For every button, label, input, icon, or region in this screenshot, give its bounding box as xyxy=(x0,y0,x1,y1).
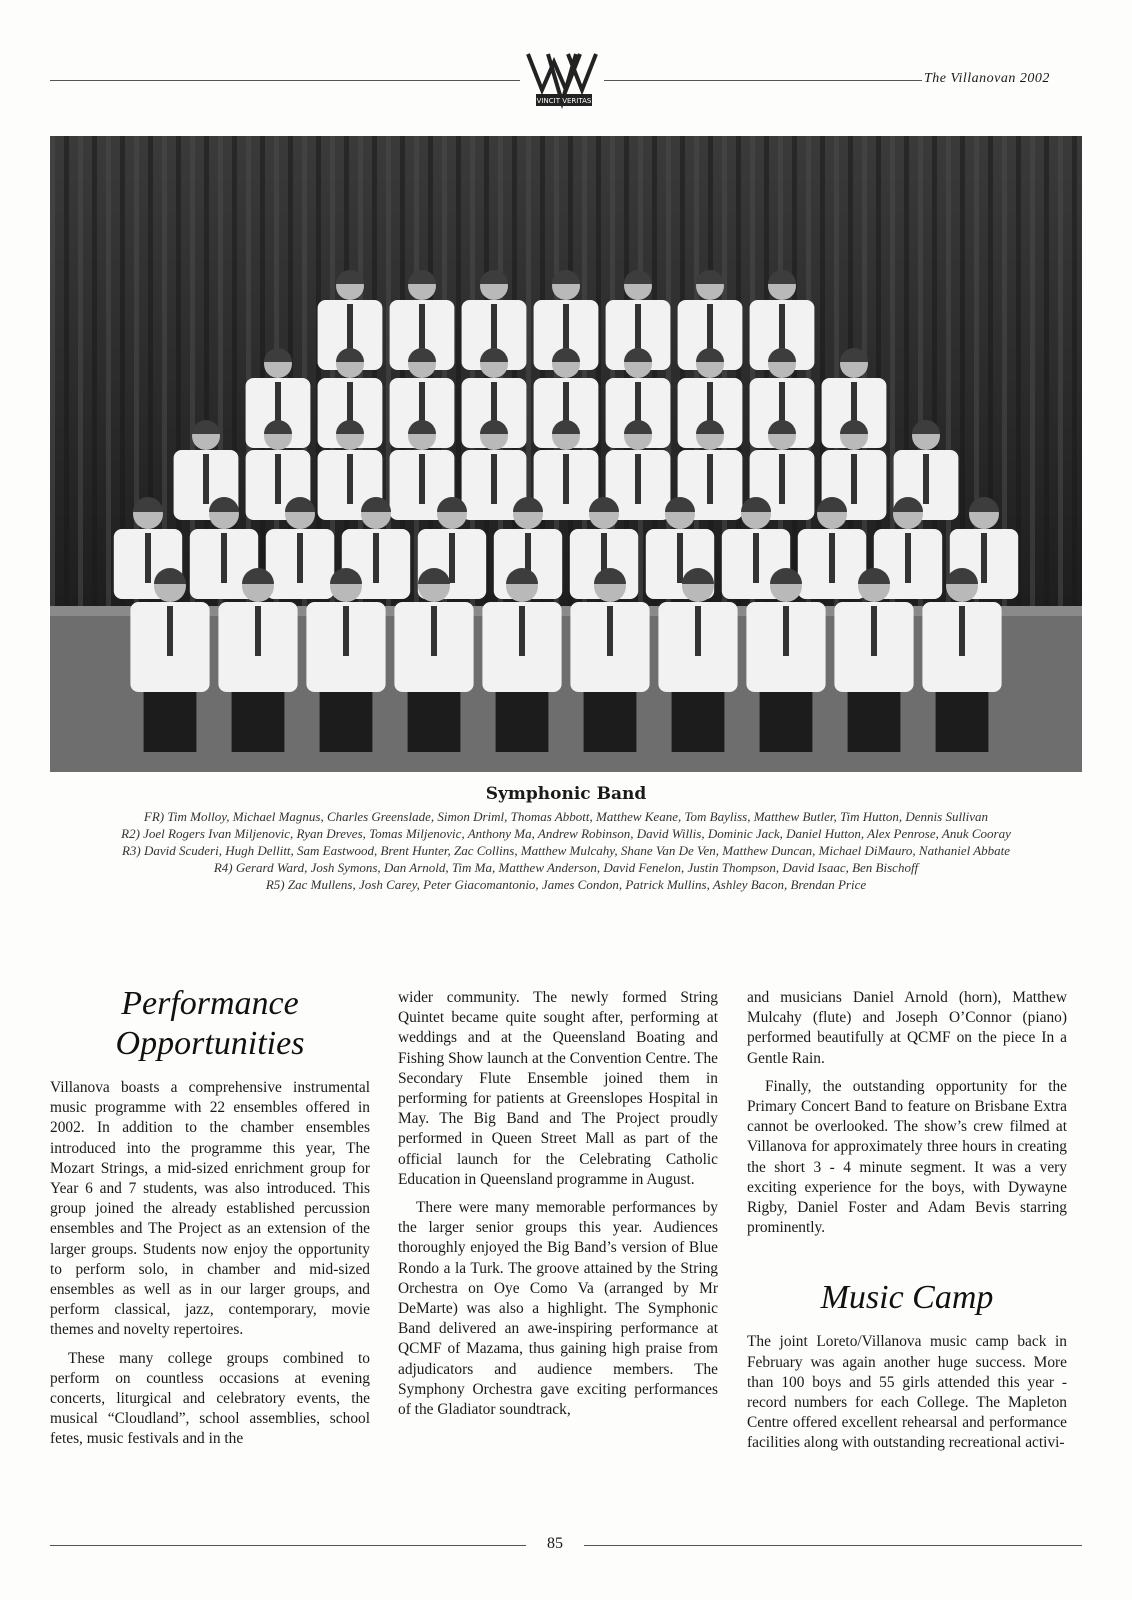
paragraph: The joint Loreto/Villanova music camp back in February was again another huge success. More than 100 boys and 55 girls attended this year - record numbers for each College. The Mapleton Centre offered excellent rehearsal and performance facilities along with outstanding recreational activi- xyxy=(747,1333,1067,1452)
caption-row-5: R5) Zac Mullens, Josh Carey, Peter Giacomantonio, James Condon, Patrick Mullins, Ashley Bacon, Brendan Price xyxy=(265,877,867,892)
footer-rule-right xyxy=(584,1545,1082,1546)
paragraph: Villanova boasts a comprehensive instrumental music programme with 22 ensembles offered in 2002. In addition to the chamber ensembles introduced into the programme this year, The Mozart Strings, a mid-sized enrichment group for Year 6 and 7 students, was also introduced. This group joined the already established percussion ensembles and The Project as an extension of the larger groups. Students now enjoy the opportunity to perform solo, in chamber and mid-sized ensembles as well as in our larger groups, and perform classical, jazz, contemporary, movie themes and novelty repertoires. xyxy=(50,1079,370,1339)
publication-title: The Villanovan 2002 xyxy=(924,71,1050,86)
paragraph: There were many memorable performances by the larger senior groups this year. Audiences thoroughly enjoyed the Big Band’s version of Blue Rondo a la Turk. The groove attained by the String Orchestra on Oye Como Va (arranged by Mr DeMarte) was also a highlight. The Symphonic Band delivered an awe-inspiring performance at QCMF of Mazama, thus gaining high praise from adjudicators and audience members. The Symphony Orchestra gave exciting performances of the Gladiator soundtrack, xyxy=(398,1199,718,1419)
heading-performance-opportunities: Performance Opportunities xyxy=(115,985,305,1062)
caption-row-3: R3) David Scuderi, Hugh Dellitt, Sam Eastwood, Brent Hunter, Zac Collins, Matthew Mulcahy, Shane Van De Ven, Matthew Duncan, Michael DiMauro, Nathaniel Abbate xyxy=(121,843,1011,858)
article-column-3 xyxy=(747,988,1067,1462)
heading-music-camp: Music Camp xyxy=(820,1279,994,1317)
caption-row-4: R4) Gerard Ward, Josh Symons, Dan Arnold, Tim Ma, Matthew Anderson, David Fenelon, Justin Thompson, David Isaac, Ben Bischoff xyxy=(213,860,919,875)
photo-caption-names xyxy=(70,808,1062,893)
header-rule-left xyxy=(50,80,520,81)
header-rule-right xyxy=(604,80,922,81)
group-photo-illustration xyxy=(50,136,1082,772)
paragraph: and musicians Daniel Arnold (horn), Matthew Mulcahy (flute) and Joseph O’Connor (piano) performed beautifully at QCMF on the piece In a Gentle Rain. xyxy=(747,989,1067,1067)
paragraph: wider community. The newly formed String Quintet became quite sought after, performing at weddings and at the Queensland Boating and Fishing Show launch at the Convention Centre. The Secondary Flute Ensemble joined them in performing for patients at Greenslopes Hospital in May. The Big Band and The Project proudly performed in Queen Street Mall as part of the official launch for the Celebrating Catholic Education in Queensland programme in August. xyxy=(398,989,718,1188)
caption-row-2: R2) Joel Rogers Ivan Miljenovic, Ryan Dreves, Tomas Miljenovic, Anthony Ma, Andrew Robinson, David Willis, Dominic Jack, Daniel Hutton, Alex Penrose, Anuk Cooray xyxy=(121,826,1011,841)
photo-caption-title: Symphonic Band xyxy=(485,784,647,804)
college-logo xyxy=(524,50,604,110)
paragraph: Finally, the outstanding opportunity for the Primary Concert Band to feature on Brisbane Extra cannot be overlooked. The show’s crew filmed at Villanova for approximately three hours in creating the short 3 - 4 minute segment. It was a very exciting experience for the boys, with Dywayne Rigby, Daniel Foster and Adam Bevis starring prominently. xyxy=(747,1077,1067,1237)
logo-motto: VINCIT VERITAS xyxy=(536,97,592,105)
article-column-1 xyxy=(50,984,370,1458)
article-column-2 xyxy=(398,988,718,1428)
footer-rule-left xyxy=(50,1545,526,1546)
group-photo xyxy=(50,136,1082,772)
page-number: 85 xyxy=(547,1535,563,1552)
caption-row-front: FR) Tim Molloy, Michael Magnus, Charles Greenslade, Simon Driml, Thomas Abbott, Matthew Keane, Tom Bayliss, Matthew Butler, Tim Hutton, Dennis Sullivan xyxy=(143,809,989,824)
paragraph: These many college groups combined to perform on countless occasions at evening concerts, liturgical and celebratory events, the musical “Cloudland”, school assemblies, school fetes, music festivals and in the xyxy=(50,1349,370,1448)
